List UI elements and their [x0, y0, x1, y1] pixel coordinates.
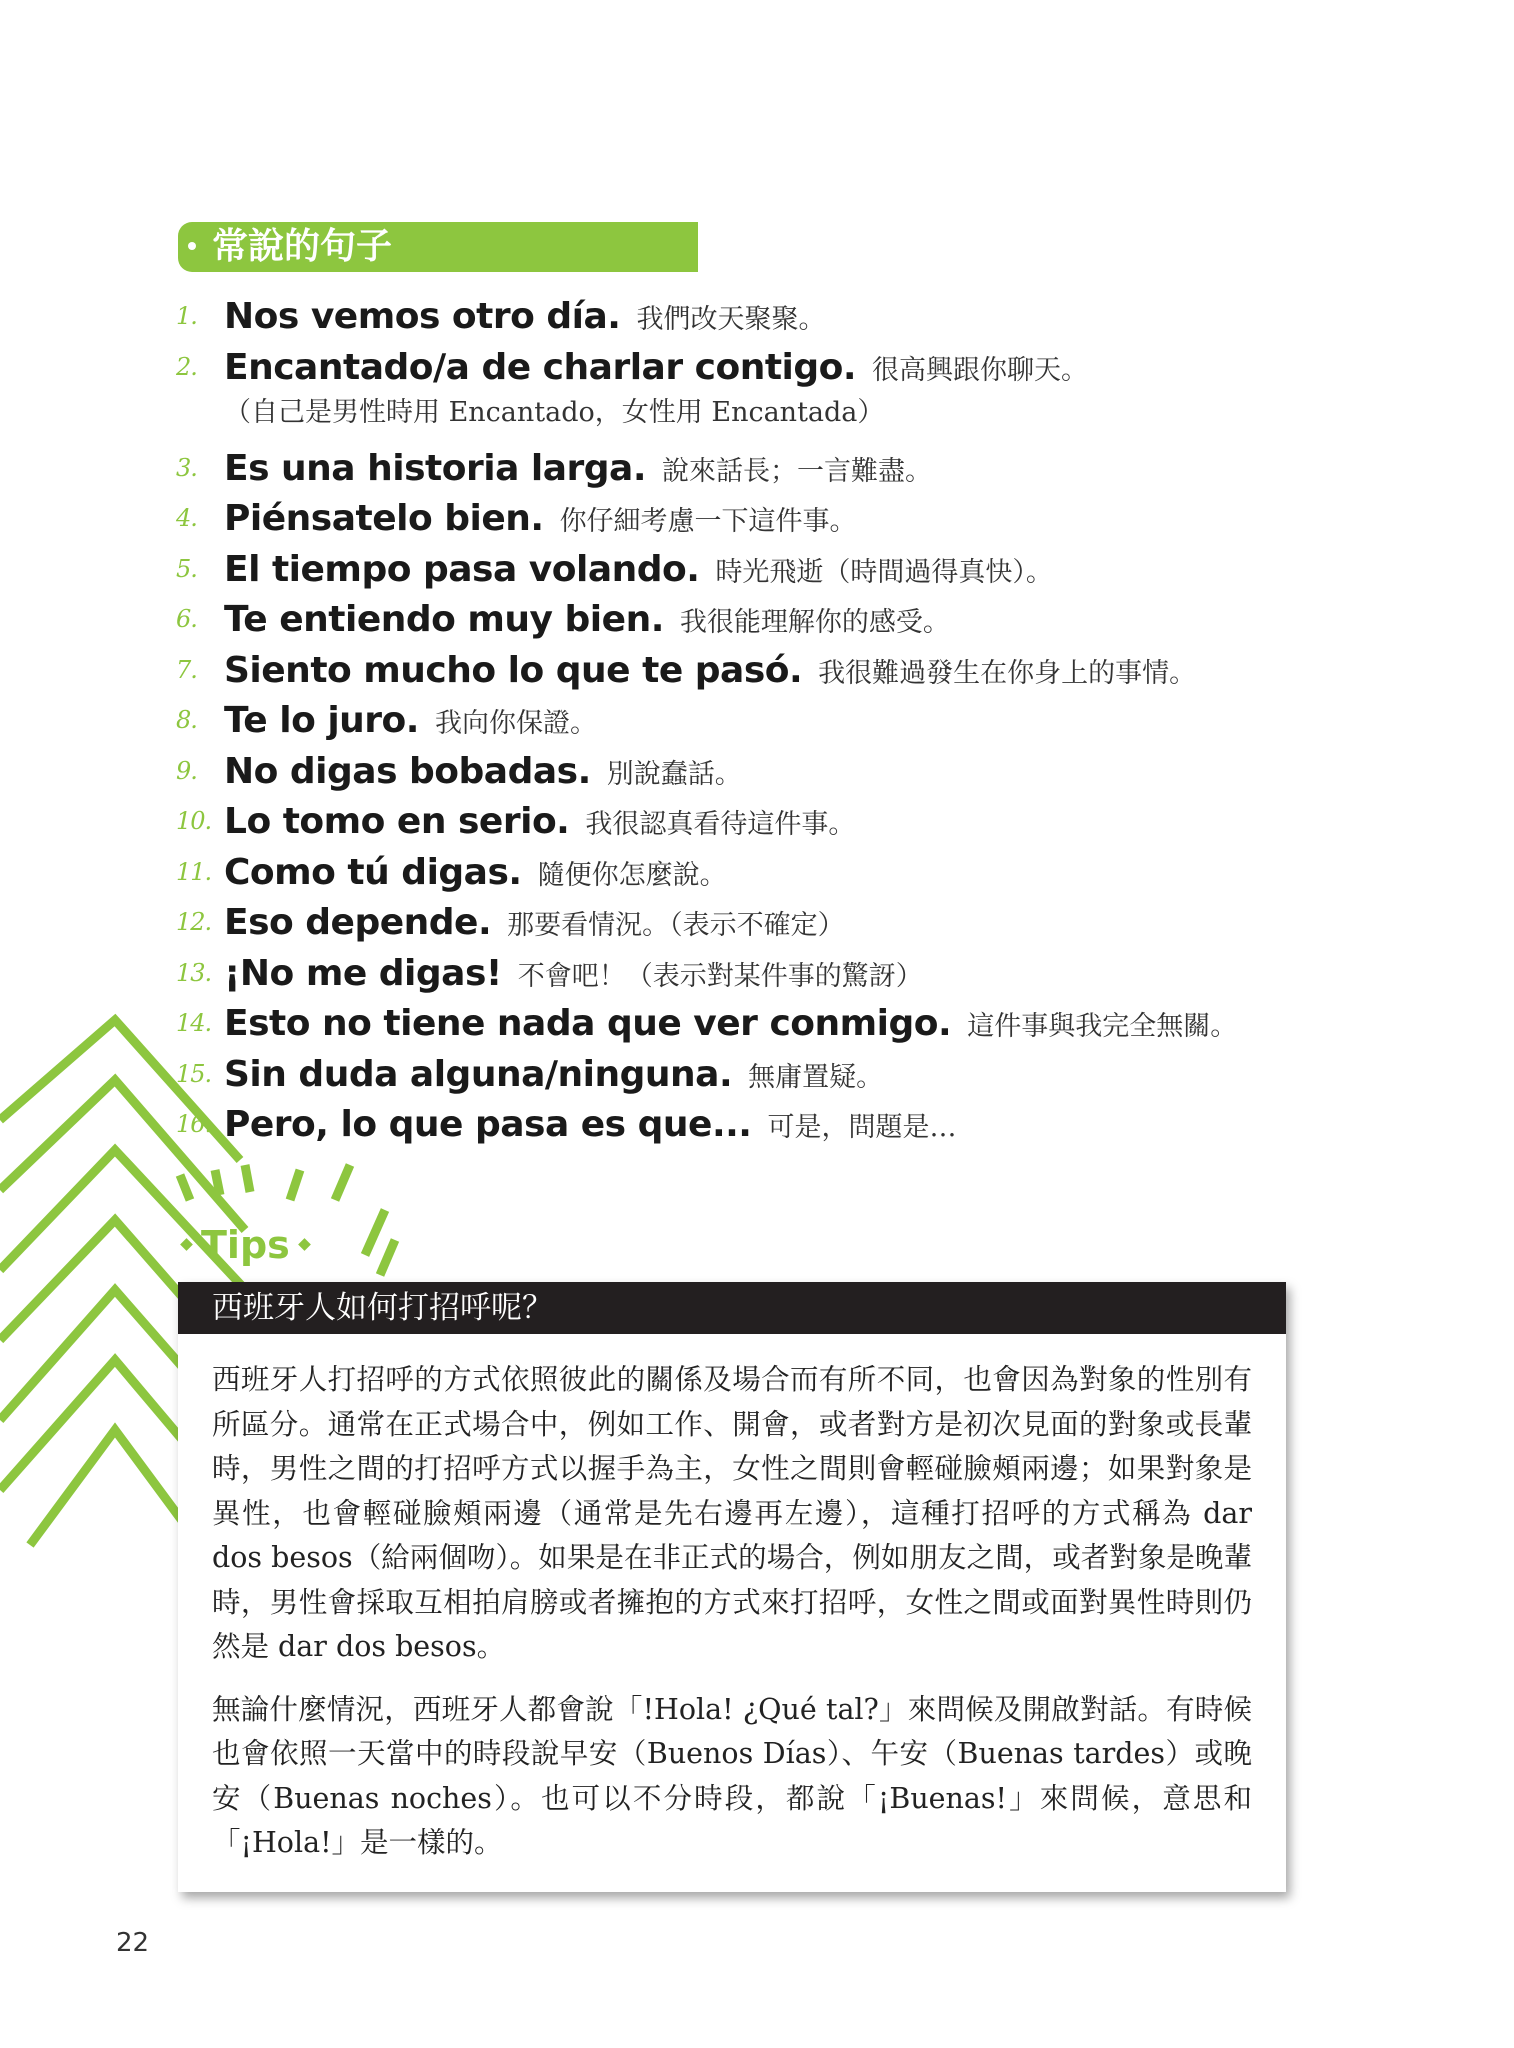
phrase-spanish: Esto no tiene nada que ver conmigo. 這件事與我完全無關。: [224, 1003, 1238, 1044]
tips-title: 西班牙人如何打招呼呢？: [178, 1282, 1286, 1334]
section-header: [178, 222, 698, 272]
phrase-number: 11.: [176, 857, 212, 886]
phrase-item: [176, 294, 1376, 345]
phrase-number: 10.: [176, 807, 212, 835]
phrase-spanish: Es una historia larga. 說來話長；一言難盡。: [224, 447, 933, 489]
phrase-chinese: 說來話長；一言難盡。: [662, 455, 933, 487]
phrase-number: 7.: [176, 655, 197, 684]
phrase-number: 16.: [176, 1110, 212, 1138]
phrase-spanish: Piénsatelo bien. 你仔細考慮一下這件事。: [224, 498, 857, 539]
phrase-chinese: 無庸置疑。: [748, 1061, 884, 1093]
section-title: 常說的句子: [212, 226, 393, 267]
phrase-item: [176, 900, 1376, 951]
phrase-note: （自己是男性時用 Encantado，女性用 Encantada）: [224, 396, 885, 428]
phrase-chinese: 你仔細考慮一下這件事。: [559, 506, 857, 537]
phrase-number: 4.: [176, 504, 197, 532]
phrase-number: 12.: [176, 908, 212, 936]
phrase-number: 1.: [176, 302, 197, 330]
bullet-dot-icon: [188, 242, 196, 250]
phrase-chinese: 可是，問題是…: [767, 1112, 957, 1143]
tips-paragraph: 無論什麼情況，西班牙人都會說「!Hola! ¿Qué tal?」來問候及開啟對話。有時候也會依照一天當中的時段說早安（Buenos Días）、午安（Buenas tardes）或晚安（Buenas noches）。也可以不分時段，都說「¡Buenas!」來問候，意思和「¡Hola!」是一樣的。: [212, 1692, 1252, 1859]
phrase-chinese: 我很認真看待這件事。: [585, 809, 856, 840]
phrase-item: [176, 850, 1376, 901]
phrase-item: [176, 648, 1376, 699]
phrase-spanish: Siento mucho lo que te pasó. 我很難過發生在你身上的事情。: [224, 649, 1197, 691]
phrase-number: 15.: [176, 1059, 212, 1088]
phrase-number: 2.: [176, 352, 197, 381]
phrase-number: 13.: [176, 958, 212, 987]
phrase-item: [176, 698, 1376, 749]
phrase-spanish: Encantado/a de charlar contigo. 很高興跟你聊天。: [224, 346, 1089, 388]
diamond-icon: [298, 1238, 311, 1251]
tips-paragraph: 西班牙人打招呼的方式依照彼此的關係及場合而有所不同，也會因為對象的性別有所區分。通常在正式場合中，例如工作、開會，或者對方是初次見面的對象或長輩時，男性之間的打招呼方式以握手為主，女性之間則會輕碰臉頰兩邊；如果對象是異性，也會輕碰臉頰兩邊（通常是先右邊再左邊），這種打招呼的方式稱為 dar dos besos（給兩個吻）。如果是在非正式的場合，例如朋友之間，或者對象是晚輩時，男性會採取互相拍肩膀或者擁抱的方式來打招呼，女性之間或面對異性時則仍然是 dar dos besos。: [212, 1363, 1252, 1663]
phrase-chinese: 那要看情況。（表示不確定）: [507, 910, 845, 941]
phrase-number: 9.: [176, 756, 197, 785]
phrase-spanish: El tiempo pasa volando. 時光飛逝（時間過得真快）。: [224, 548, 1053, 590]
tips-body: [178, 1334, 1286, 1866]
phrase-number: 3.: [176, 453, 197, 482]
diamond-icon: [180, 1238, 193, 1251]
phrase-item: [176, 951, 1376, 1002]
phrase-spanish: Nos vemos otro día. 我們改天聚聚。: [224, 296, 826, 337]
tips-label: Tips: [178, 1222, 319, 1268]
phrase-item: [176, 547, 1376, 598]
phrase-spanish: ¡No me digas! 不會吧！（表示對某件事的驚訝）: [224, 952, 923, 994]
phrase-item: [176, 749, 1376, 800]
phrase-chinese: 別說蠢話。: [606, 758, 742, 790]
phrase-spanish: Como tú digas. 隨便你怎麼說。: [224, 851, 727, 893]
phrase-spanish: Te entiendo muy bien. 我很能理解你的感受。: [224, 599, 950, 640]
phrase-chinese: 時光飛逝（時間過得真快）。: [715, 556, 1053, 588]
phrase-spanish: Te lo juro. 我向你保證。: [224, 700, 597, 741]
phrase-spanish: Pero, lo que pasa es que... 可是，問題是…: [224, 1104, 957, 1145]
phrase-chinese: 不會吧！（表示對某件事的驚訝）: [517, 960, 923, 992]
phrase-spanish: No digas bobadas. 別說蠢話。: [224, 750, 742, 792]
phrase-spanish: Sin duda alguna/ninguna. 無庸置疑。: [224, 1053, 884, 1095]
phrase-item: [176, 799, 1376, 850]
phrase-item: [176, 597, 1376, 648]
phrase-chinese: 這件事與我完全無關。: [967, 1011, 1238, 1042]
phrase-spanish: Lo tomo en serio. 我很認真看待這件事。: [224, 801, 856, 842]
phrase-chinese: 我很能理解你的感受。: [679, 607, 950, 638]
phrase-number: 8.: [176, 706, 197, 734]
page-number: 22: [116, 1928, 150, 1958]
phrase-chinese: 我向你保證。: [434, 708, 597, 739]
phrase-chinese: 很高興跟你聊天。: [872, 354, 1089, 386]
phrase-number: 6.: [176, 605, 197, 633]
phrase-item: [176, 496, 1376, 547]
phrase-item: [176, 345, 1376, 446]
phrase-chinese: 我們改天聚聚。: [636, 304, 826, 335]
phrase-chinese: 我很難過發生在你身上的事情。: [818, 657, 1197, 689]
phrase-item: [176, 446, 1376, 497]
phrase-number: 5.: [176, 554, 197, 583]
phrase-chinese: 隨便你怎麼說。: [537, 859, 727, 891]
phrase-spanish: Eso depende. 那要看情況。（表示不確定）: [224, 902, 845, 943]
tips-box: [178, 1282, 1286, 1892]
phrase-number: 14.: [176, 1009, 212, 1037]
